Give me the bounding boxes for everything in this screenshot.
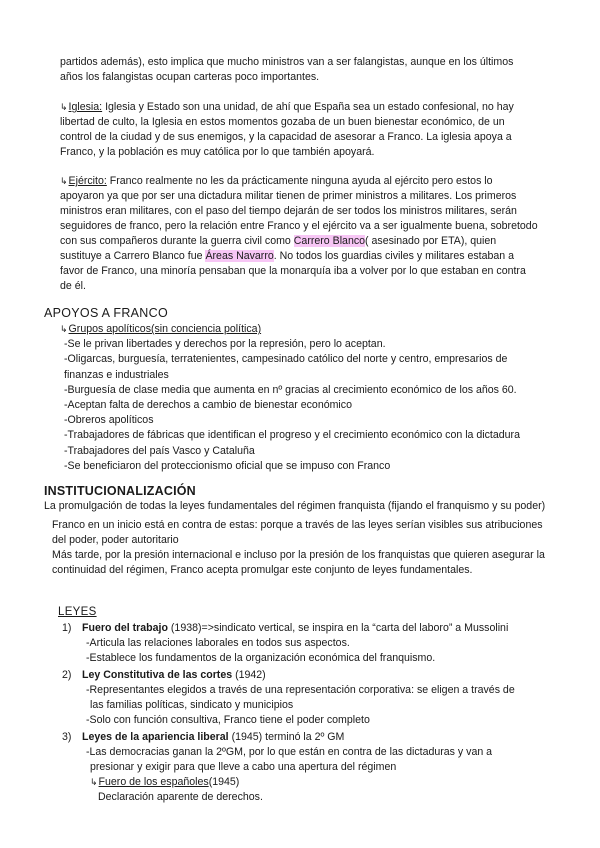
paragraph-line: continuidad del régimen, Franco acepta promulgar este conjunto de leyes fundamentales. [52,564,473,576]
ley-detail: (1945) terminó la 2º GM [228,731,345,743]
ejercito-line: favor de Franco, una minoría pensaban que la monarquía iba a volver por lo que estaban en contra [60,265,526,277]
ley-point: -Establece los fundamentos de la organización económica del franquismo. [86,652,436,664]
ley-number: 1) [62,622,72,634]
ley-name: Leyes de la apariencia liberal [82,731,229,743]
iglesia-label: Iglesia: [68,101,103,113]
intro-line: años los falangistas ocupan carteras poco importantes. [60,71,320,83]
ejercito-line: ministros eran militares, con el paso del tiempo dejarán de ser todos los ministros militares, serán [60,205,517,217]
ley-detail: (1938)=>sindicato vertical, se inspira en la “carta del laboro” a Mussolini [167,622,509,634]
section-heading-institucionalizacion: INSTITUCIONALIZACIÓN [44,484,196,498]
ley-detail: (1942) [232,669,266,681]
iglesia-line: control de la ciudad y de sus enemigos, y la capacidad de asesorar a Franco. La iglesia apoya a [60,131,512,143]
institucionalizacion-paragraph [52,518,545,578]
ley-point: -Solo con función consultiva, Franco tiene el poder completo [86,714,370,726]
ley-point: -Articula las relaciones laborales en todos sus aspectos. [86,637,350,649]
section-heading-leyes: LEYES [58,606,97,618]
paragraph-line: del poder, poder autoritario [52,534,179,546]
ley-item-2 [62,668,515,728]
section-heading-apoyos: APOYOS A FRANCO [44,306,168,320]
ley-item-3 [62,730,492,805]
ejercito-line: apoyaron ya que por ser una dictadura militar tienen de primer ministros a militares. Los primeros [60,190,517,202]
iglesia-text: Iglesia y Estado son una unidad, de ahí que España sea un estado confesional, no hay [102,101,514,113]
ley-point: presionar y exigir para que lleve a cabo una apertura del régimen [90,761,397,773]
iglesia-line: Franco, y la población es muy católica por lo que también apoyará. [60,146,375,158]
list-item: -Se beneficiaron del proteccionismo oficial que se impuso con Franco [64,459,391,472]
iglesia-line: libertad de culto, la Iglesia en estos momentos gozaba de un buen bienestar económico, de un [60,116,505,128]
subitem-arrow-icon: ↳ [90,777,98,787]
ejercito-label: Ejército: [68,175,107,187]
ley-number: 2) [62,669,72,681]
list-item: -Burguesía de clase media que aumenta en nº gracias al crecimiento económico de los años 60. [64,383,517,396]
subitem-arrow-icon: ↳ [60,324,68,334]
apoyos-subtitle: Grupos apolíticos(sin conciencia política) [68,323,262,335]
list-item: -Trabajadores de fábricas que identifican el progreso y el crecimiento económico con la dictadura [64,429,520,442]
ley-point: las familias políticas, sindicato y municipios [90,699,294,711]
list-item: -Aceptan falta de derechos a cambio de bienestar económico [64,399,352,412]
institucionalizacion-intro: La promulgación de todas la leyes fundamentales del régimen franquista (fijando el franquismo y su poder) [44,500,546,512]
ley-point: -Las democracias ganan la 2ºGM, por lo que están en contra de las dictaduras y van a [86,746,493,758]
ejercito-text: ( asesinado por ETA), quien [365,235,497,247]
list-item: -Se le privan libertades y derechos por la represión, pero lo aceptan. [64,338,386,351]
highlight-carrero-blanco: Carrero Blanco [293,235,366,247]
ley-point: -Representantes elegidos a través de una representación corporativa: se eligen a través de [86,684,515,696]
ejercito-line: de él. [60,280,86,292]
subitem-arrow-icon: ↳ [60,102,68,112]
iglesia-paragraph [60,100,514,160]
ley-name: Fuero del trabajo [82,622,168,634]
ejercito-text: sustituye a Carrero Blanco fue [60,250,206,262]
intro-paragraph [60,55,513,85]
fuero-espanoles-label: Fuero de los españoles [98,776,209,788]
subitem-arrow-icon: ↳ [60,176,68,186]
paragraph-line: Más tarde, por la presión internacional e incluso por la presión de los franquistas que quieren asegurar la [52,549,545,561]
list-item: -Trabajadores del país Vasco y Cataluña [64,444,255,457]
list-item: -Oligarcas, burguesía, terratenientes, campesinado católico del norte y centro, empresarios de [64,353,508,366]
list-item: finanzas e industriales [64,368,169,381]
ejercito-paragraph [60,174,538,294]
apoyos-list [60,322,520,474]
ley-detail: (1945) [208,776,240,788]
paragraph-line: Franco en un inicio está en contra de estas: porque a través de las leyes serían visibles sus atribuciones [52,519,543,531]
ejercito-text: . No todos los guardias civiles y militares estaban a [273,250,514,262]
ejercito-text: Franco realmente no les da prácticamente ninguna ayuda al ejército pero estos lo [106,175,493,187]
list-item: -Obreros apolíticos [64,414,154,427]
intro-line: partidos además), esto implica que mucho ministros van a ser falangistas, aunque en los últimos [60,56,514,68]
highlight-areas-navarro: Áreas Navarro [205,250,274,262]
ley-number: 3) [62,731,72,743]
ejercito-line: seguidores de franco, pero la relación entre Franco y el ejército va a ser igualmente buena, sobretodo [60,220,538,232]
ejercito-text: con sus compañeros durante la guerra civil como [60,235,294,247]
ley-item-1 [62,621,508,666]
ley-point: Declaración aparente de derechos. [98,791,263,803]
ley-name: Ley Constitutiva de las cortes [82,669,233,681]
